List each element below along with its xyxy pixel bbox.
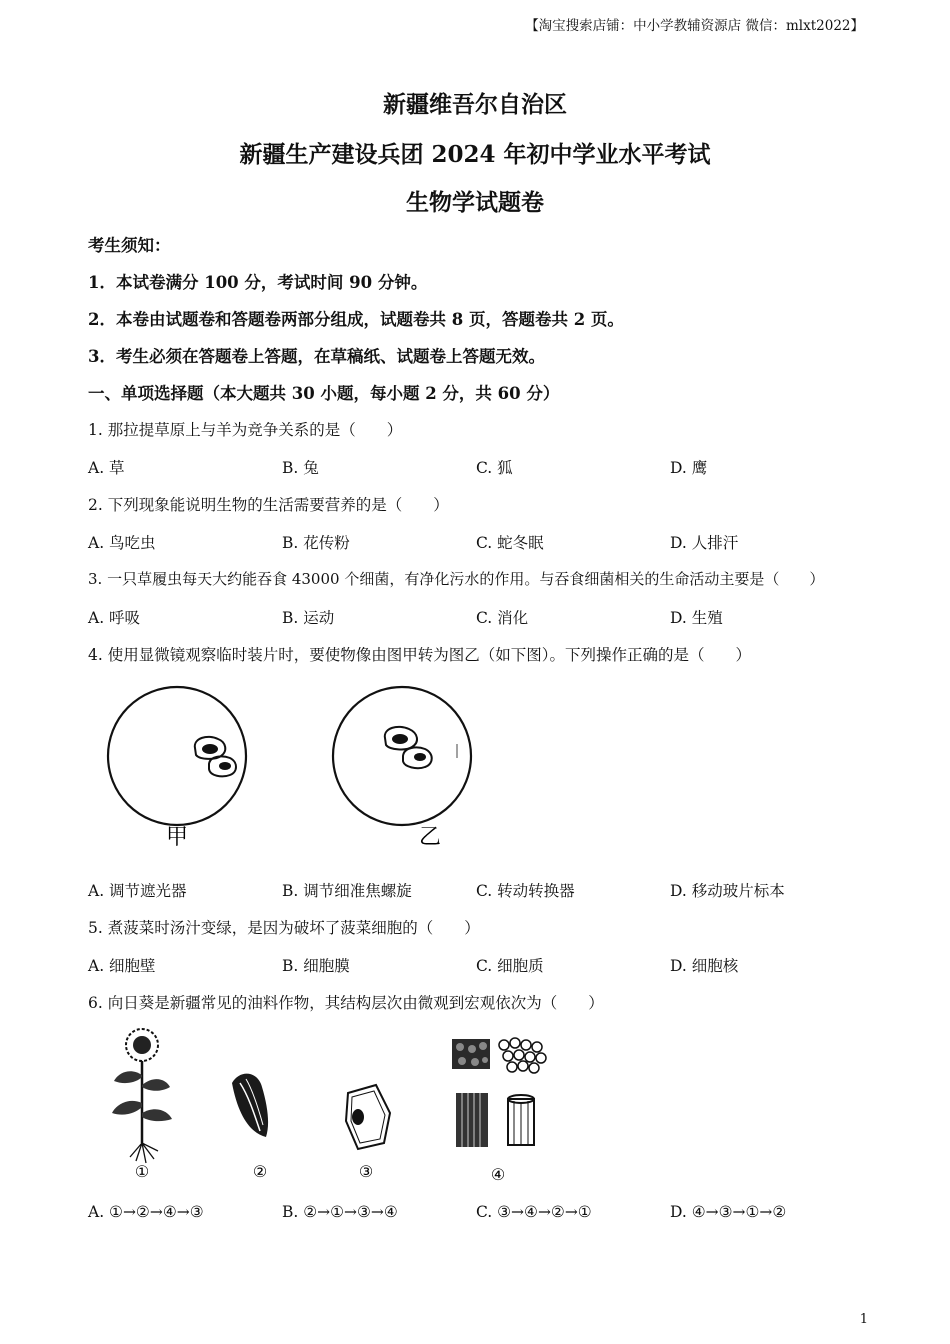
notice-heading: 考生须知： [88, 236, 171, 255]
tissues-icon [452, 1038, 546, 1147]
question-stem: 4. 使用显微镜观察临时装片时，要使物像由图甲转为图乙（如下图）。下列操作正确的是（ ） [88, 646, 751, 664]
option-b: B. 调节细准焦螺旋 [282, 882, 412, 900]
option-c: C. 细胞质 [476, 957, 544, 975]
option-b: B. 运动 [282, 609, 335, 627]
title-region: 新疆维吾尔自治区 [383, 91, 567, 118]
option-d: D. 人排汗 [670, 534, 739, 552]
question-stem: 1. 那拉提草原上与羊为竞争关系的是（ ） [88, 421, 403, 439]
option-a: A. 草 [88, 459, 125, 477]
option-a: A. 细胞壁 [88, 957, 156, 975]
label-yi: 乙 [418, 825, 442, 850]
sunflower-plant-icon [112, 1029, 172, 1163]
option-d: D. ④→③→①→② [670, 1203, 787, 1221]
page-header: 【淘宝搜索店铺：中小学教辅资源店 微信：mlxt2022】 [525, 18, 864, 34]
label-3: ③ [358, 1162, 374, 1181]
option-b: B. 花传粉 [282, 534, 350, 552]
option-a: A. 鸟吃虫 [88, 534, 156, 552]
notice-item: 3．考生必须在答题卷上答题，在草稿纸、试题卷上答题无效。 [88, 347, 545, 366]
title-subject: 生物学试题卷 [406, 189, 544, 216]
option-d: D. 生殖 [670, 609, 723, 627]
label-4: ④ [490, 1165, 506, 1184]
field-yi [333, 687, 471, 825]
page-number: 1 [859, 1312, 868, 1327]
option-d: D. 移动玻片标本 [670, 882, 785, 900]
sunflower-seed-icon [232, 1074, 268, 1137]
sunflower-figure [100, 1025, 580, 1185]
option-c: C. 蛇冬眠 [476, 534, 544, 552]
question-stem: 2. 下列现象能说明生物的生活需要营养的是（ ） [88, 496, 449, 514]
option-c: C. 狐 [476, 459, 513, 477]
option-a: A. 呼吸 [88, 609, 141, 627]
option-a: A. ①→②→④→③ [88, 1203, 204, 1221]
option-a: A. 调节遮光器 [88, 882, 187, 900]
question-stem: 3. 一只草履虫每天大约能吞食 43000 个细菌，有净化污水的作用。与吞食细菌相关的生命活动主要是（ ） [88, 570, 825, 588]
label-jia: 甲 [165, 825, 189, 850]
option-c: C. ③→④→②→① [476, 1203, 592, 1221]
option-b: B. 细胞膜 [282, 957, 350, 975]
option-b: B. ②→①→③→④ [282, 1203, 398, 1221]
label-1: ① [134, 1162, 150, 1181]
field-jia [108, 687, 246, 825]
microscope-figure [100, 676, 500, 866]
option-c: C. 消化 [476, 609, 529, 627]
notice-item: 1．本试卷满分 100 分，考试时间 90 分钟。 [88, 273, 428, 292]
option-c: C. 转动转换器 [476, 882, 575, 900]
question-stem: 5. 煮菠菜时汤汁变绿，是因为破坏了菠菜细胞的（ ） [88, 919, 480, 937]
option-b: B. 兔 [282, 459, 319, 477]
option-d: D. 鹰 [670, 459, 708, 477]
plant-cell-icon [346, 1085, 390, 1149]
section-heading: 一、单项选择题（本大题共 30 小题，每小题 2 分，共 60 分） [88, 384, 560, 403]
title-exam: 新疆生产建设兵团 2024 年初中学业水平考试 [239, 141, 711, 168]
question-stem: 6. 向日葵是新疆常见的油料作物，其结构层次由微观到宏观依次为（ ） [88, 994, 604, 1012]
label-2: ② [252, 1162, 268, 1181]
notice-item: 2．本卷由试题卷和答题卷两部分组成，试题卷共 8 页，答题卷共 2 页。 [88, 310, 624, 329]
option-d: D. 细胞核 [670, 957, 739, 975]
